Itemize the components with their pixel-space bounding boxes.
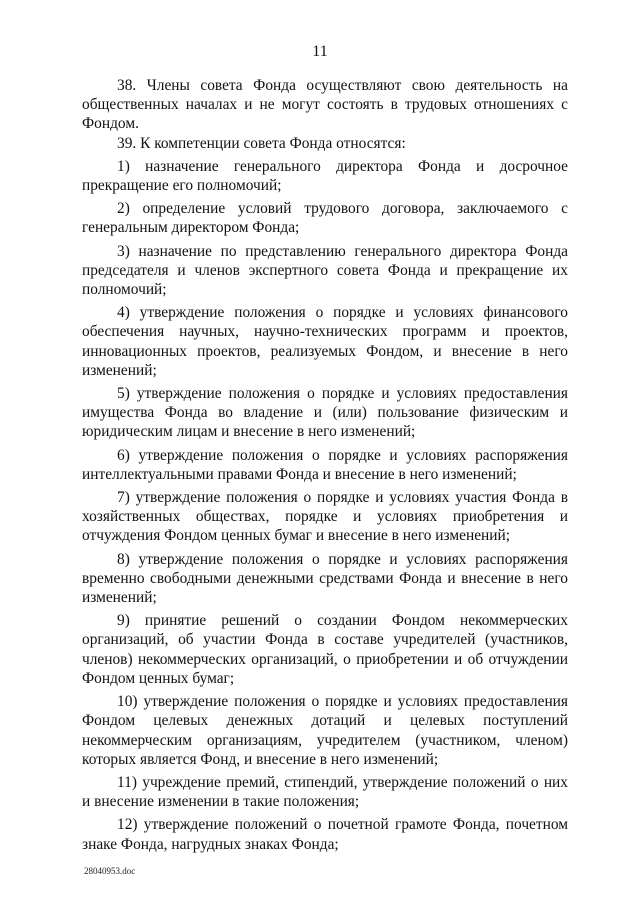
list-item-1: 1) назначение генерального директора Фонда и досрочное прекращение его полномочий; xyxy=(82,157,568,195)
list-item-8: 8) утверждение положения о порядке и условиях распоряжения временно свободными денежными средствами Фонда и внесение в него изменений; xyxy=(82,550,568,607)
list-item-6: 6) утверждение положения о порядке и условиях распоряжения интеллектуальными правами Фонда и внесение в него изменений; xyxy=(82,446,568,483)
list-item-10: 10) утверждение положения о порядке и условиях предоставления Фондом целевых денежных дотаций и целевых поступлений некоммерческим организациям, учредителем (участником, членом) которых является Фонд, и внесение в него изменений; xyxy=(82,693,568,768)
file-name-footer: 28040953.doc xyxy=(84,866,136,876)
list-item-9: 9) принятие решений о создании Фондом некоммерческих организаций, об участии Фонда в составе учредителей (участников, членов) некоммерческих организаций, о приобретении и об отчуждении Фондом ценных бумаг; xyxy=(82,612,568,687)
list-item-3: 3) назначение по представлению генерального директора Фонда председателя и членов экспертного совета Фонда и прекращение их полномочий; xyxy=(82,242,568,299)
list-item-12: 12) утверждение положений о почетной грамоте Фонда, почетном знаке Фонда, нагрудных знаках Фонда; xyxy=(82,816,568,853)
list-item-5: 5) утверждение положения о порядке и условиях предоставления имущества Фонда во владение и (или) пользование физическим и юридическим лицам и внесение в него изменений; xyxy=(82,385,568,441)
document-body xyxy=(82,76,568,858)
paragraph-39: 39. К компетенции совета Фонда относятся: xyxy=(117,134,406,152)
list-item-11: 11) учреждение премий, стипендий, утверждение положений о них и внесение изменении в такие положения; xyxy=(82,773,568,811)
page-number: 11 xyxy=(312,43,328,60)
list-item-4: 4) утверждение положения о порядке и условиях финансового обеспечения научных, научно-технических программ и проектов, инновационных проектов, реализуемых Фондом, и внесение в него изменений; xyxy=(82,304,568,379)
list-item-2: 2) определение условий трудового договора, заключаемого с генеральным директором Фонда; xyxy=(82,200,568,237)
paragraph-38: 38. Члены совета Фонда осуществляют свою деятельность на общественных началах и не могут состоять в трудовых отношениях с Фондом. xyxy=(82,77,568,133)
list-item-7: 7) утверждение положения о порядке и условиях участия Фонда в хозяйственных обществах, порядке и условиях приобретения и отчуждения Фондом ценных бумаг и внесение в него изменений; xyxy=(82,489,568,545)
